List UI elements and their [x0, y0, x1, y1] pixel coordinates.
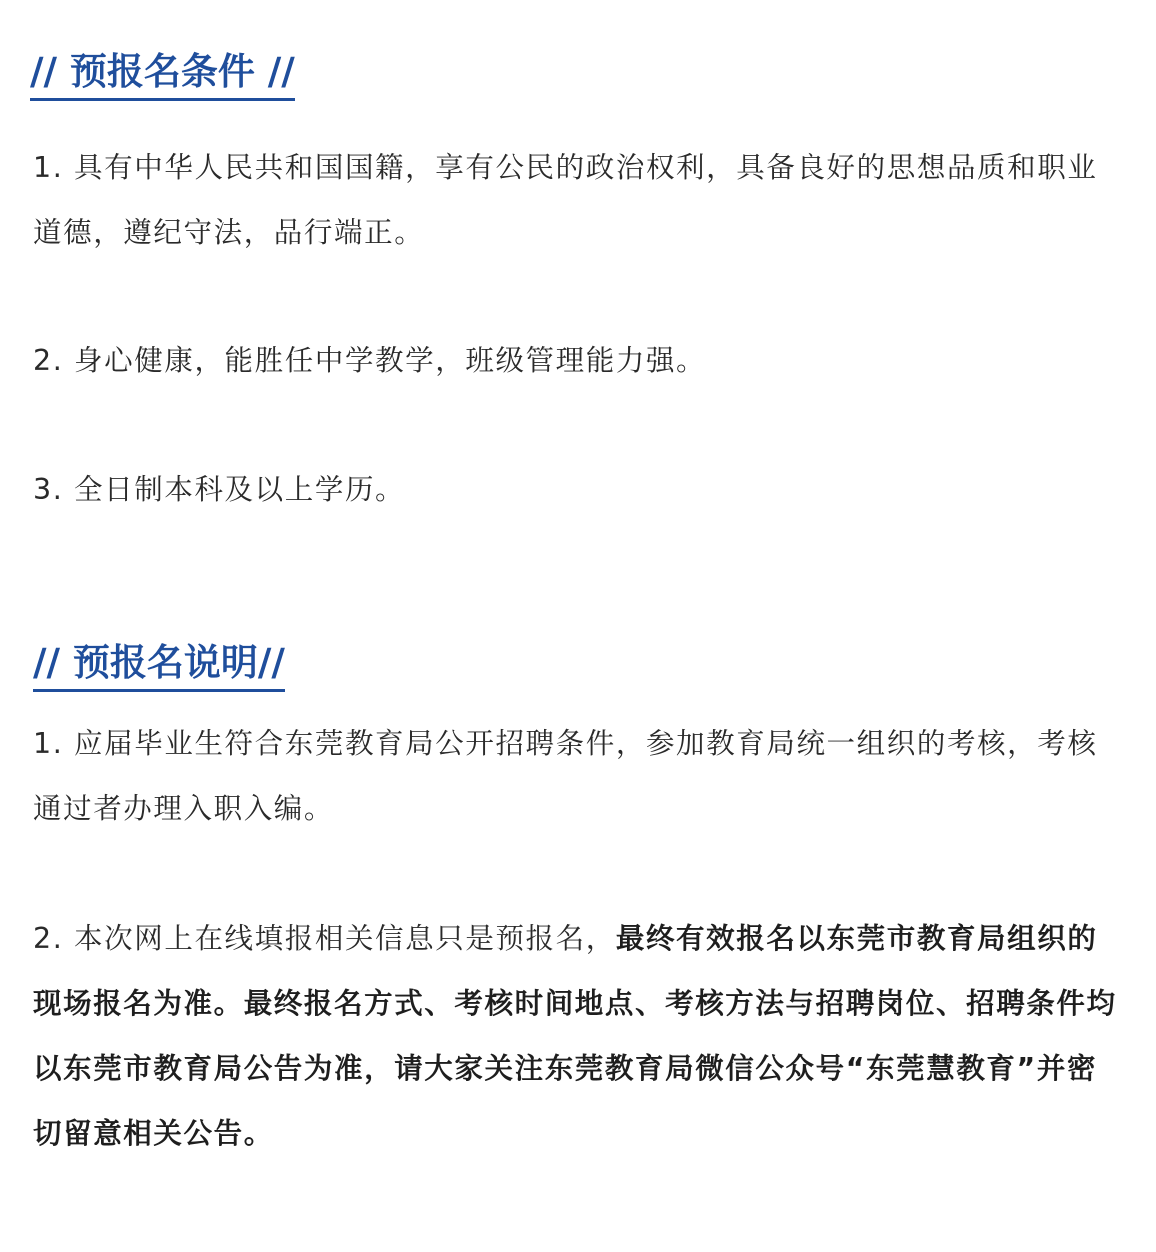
condition-item-3: 3. 全日制本科及以上学历。 [33, 473, 406, 506]
section-heading-conditions: // 预报名条件 // [30, 50, 295, 101]
note-item-2-bold-text: 最终有效报名以东莞市教育局组织的现场报名为准。最终报名方式、考核时间地点、考核方法与招聘岗位、招聘条件均以东莞市教育局公告为准，请大家关注东莞教育局微信公众号“东莞慧教育”并密切留意相关公告。 [33, 922, 1117, 1150]
section-heading-notes: // 预报名说明// [33, 641, 285, 692]
note-item-2-normal-text: 2. 本次网上在线填报相关信息只是预报名， [33, 922, 616, 955]
condition-item-2: 2. 身心健康，能胜任中学教学，班级管理能力强。 [33, 344, 707, 377]
note-item-2 [33, 906, 1125, 1166]
note-item-1: 1. 应届毕业生符合东莞教育局公开招聘条件，参加教育局统一组织的考核，考核通过者办理入职入编。 [33, 727, 1098, 825]
condition-item-1: 1. 具有中华人民共和国国籍，享有公民的政治权利，具备良好的思想品质和职业道德，遵纪守法，品行端正。 [33, 151, 1098, 249]
